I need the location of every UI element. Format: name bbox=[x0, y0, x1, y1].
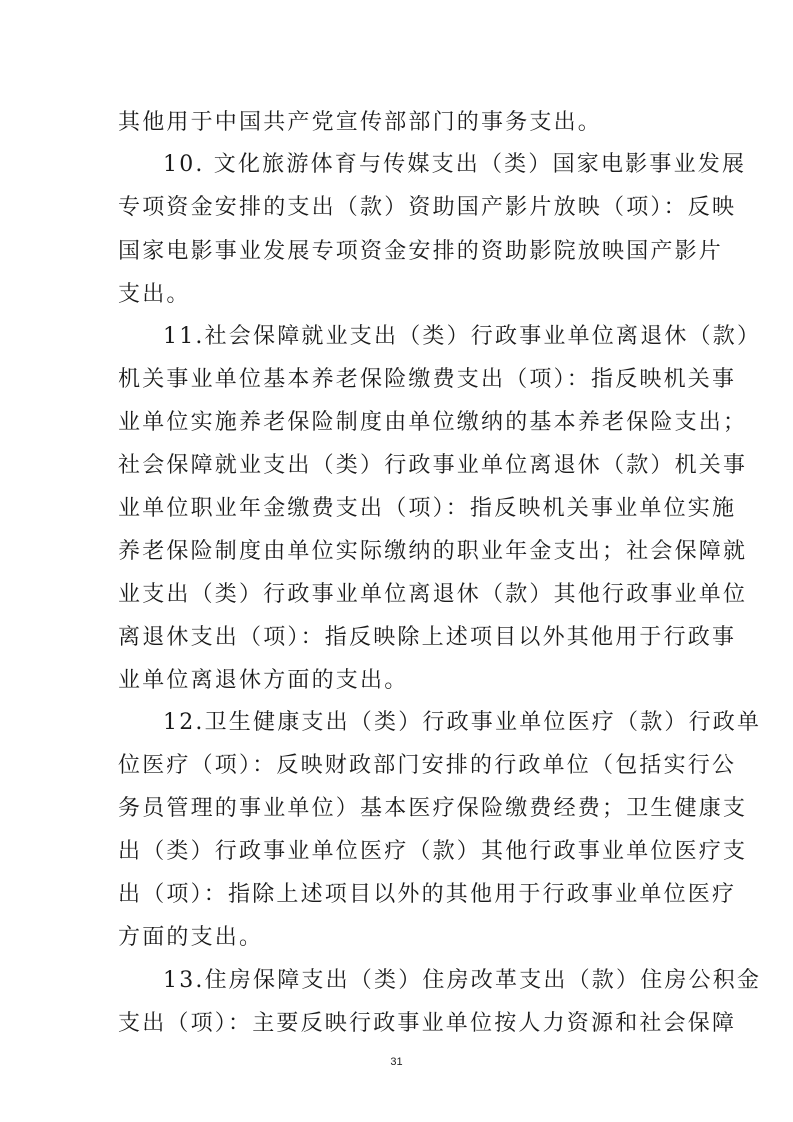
text-line: 支出。 bbox=[118, 282, 191, 307]
text-line: 务员管理的事业单位）基本医疗保险缴费经费；卫生健康支 bbox=[118, 796, 748, 821]
text-line: 业单位实施养老保险制度由单位缴纳的基本养老保险支出； bbox=[118, 410, 748, 435]
text-line: 专项资金安排的支出（款）资助国产影片放映（项）：反映 bbox=[118, 195, 737, 220]
text-line: 方面的支出。 bbox=[118, 925, 264, 950]
text-line: 10. 文化旅游体育与传媒支出（类）国家电影事业发展 bbox=[163, 152, 747, 177]
text-line: 离退休支出（项）：指反映除上述项目以外其他用于行政事 bbox=[118, 625, 737, 650]
text-line: 出（类）行政事业单位医疗（款）其他行政事业单位医疗支 bbox=[118, 839, 748, 864]
text-line: 业支出（类）行政事业单位离退休（款）其他行政事业单位 bbox=[118, 582, 748, 607]
text-line: 国家电影事业发展专项资金安排的资助影院放映国产影片 bbox=[118, 239, 724, 264]
text-line: 社会保障就业支出（类）行政事业单位离退休（款）机关事 bbox=[118, 453, 748, 478]
text-line: 13.住房保障支出（类）住房改革支出（款）住房公积金 bbox=[163, 968, 762, 993]
text-line: 业单位离退休方面的支出。 bbox=[118, 668, 409, 693]
page-number: 31 bbox=[390, 1056, 403, 1068]
text-line: 机关事业单位基本养老保险缴费支出（项）：指反映机关事 bbox=[118, 367, 737, 392]
text-line: 位医疗（项）：反映财政部门安排的行政单位（包括实行公 bbox=[118, 753, 737, 778]
text-line: 养老保险制度由单位实际缴纳的职业年金支出；社会保障就 bbox=[118, 539, 748, 564]
text-line: 12.卫生健康支出（类）行政事业单位医疗（款）行政单 bbox=[163, 710, 762, 735]
text-line: 支出（项）：主要反映行政事业单位按人力资源和社会保障 bbox=[118, 1011, 737, 1036]
text-line: 出（项）：指除上述项目以外的其他用于行政事业单位医疗 bbox=[118, 882, 737, 907]
text-line: 11.社会保障就业支出（类）行政事业单位离退休（款） bbox=[163, 324, 762, 349]
text-line: 其他用于中国共产党宣传部部门的事务支出。 bbox=[118, 110, 603, 135]
text-line: 业单位职业年金缴费支出（项）：指反映机关事业单位实施 bbox=[118, 496, 737, 521]
